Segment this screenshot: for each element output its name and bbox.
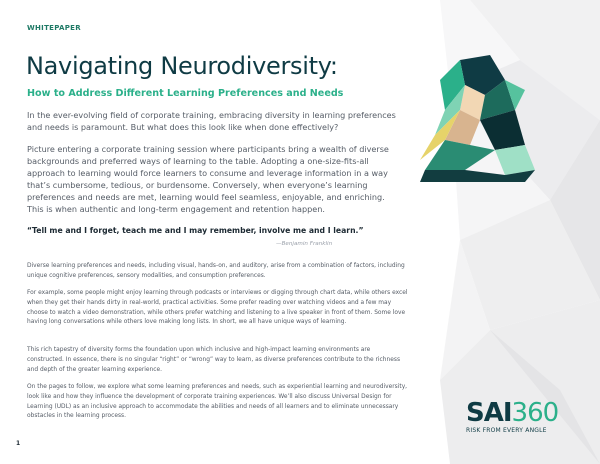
logo-sai: SAI	[466, 398, 512, 428]
page-number: 1	[16, 440, 21, 447]
intro-paragraph: Picture entering a corporate training session where participants bring a wealth of diverse backgrounds and preferred ways of learning to the table. Adopting a one-size-fits-all approach to learning would force learners to consume and leverage information in a way that’s cumbersome, tedious, or burdensome. Conversely, when everyone’s learning preferences and needs are met, learning would feel seamless, enjoyable, and enriching. This is when authentic and long-term engagement and retention happen.	[27, 144, 389, 214]
body-paragraph: For example, some people might enjoy learning through podcasts or interviews or digging through chart data, while others excel when they get their hands dirty in real-world, practical activities. Some prefer reading over watching videos and a few may choose to watch a video demonstration, while others prefer watching and listening to a live speaker in front of them. Some love having long conversations while others love making long lists. In short, we all have unique ways of learning.	[27, 290, 408, 326]
logo-360: 360	[511, 398, 559, 428]
quote-attribution: —Benjamin Franklin	[276, 241, 333, 247]
abstract-woman-illustration	[405, 50, 545, 190]
body-paragraph: This rich tapestry of diversity forms the foundation upon which inclusive and high-impact learning environments are constructed. In essence, there is no singular “right” or “wrong” way to learn, as diverse preferences contribute to the richness and depth of the greater learning experience.	[27, 347, 401, 373]
body-paragraph: On the pages to follow, we explore what some learning preferences and needs, such as experiential learning and neurodiversity, look like and how they influence the development of corporate training experiences. We’ll also discuss Universal Design for Learning (UDL) as an inclusive approach to accommodate the abilities and needs of all learners and to eliminate unnecessary obstacles in the learning process.	[27, 384, 408, 420]
logo-tagline: RISK FROM EVERY ANGLE	[466, 427, 547, 434]
sai360-logo	[466, 400, 558, 434]
eyebrow-label: WHITEPAPER	[27, 24, 81, 32]
intro-paragraph: In the ever-evolving field of corporate training, embracing diversity in learning preferences and needs is paramount. But what does this look like when done effectively?	[27, 110, 396, 132]
body-paragraph: Diverse learning preferences and needs, including visual, hands-on, and auditory, arise from a combination of factors, including unique cognitive preferences, sensory modalities, and consumption preferences.	[27, 263, 405, 279]
page-title: Navigating Neurodiversity:	[26, 52, 338, 80]
pull-quote: “Tell me and I forget, teach me and I may remember, involve me and I learn.”	[27, 226, 364, 235]
page-subtitle: How to Address Different Learning Preferences and Needs	[27, 88, 344, 99]
